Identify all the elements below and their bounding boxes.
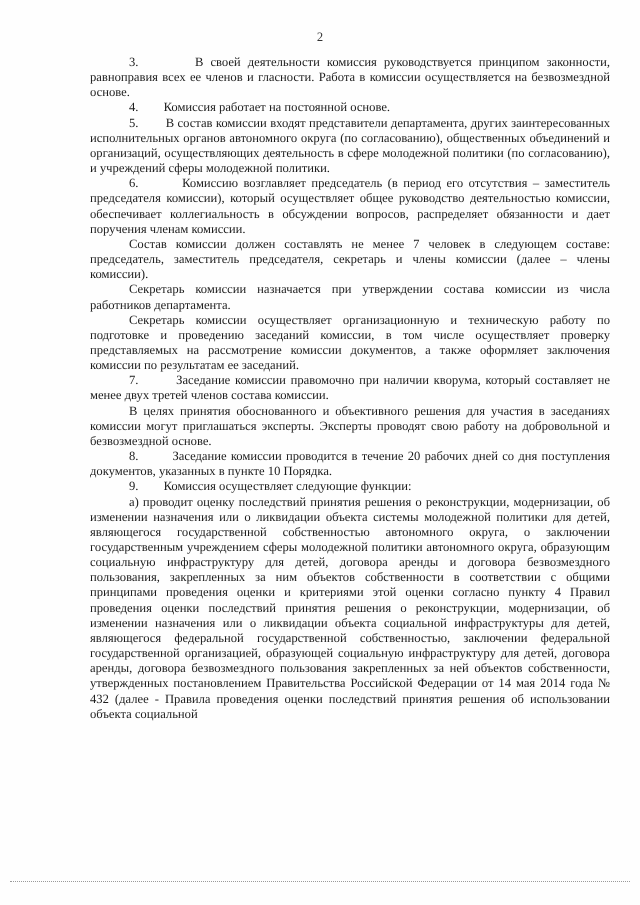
document-body	[90, 55, 610, 722]
page-number: 2	[316, 30, 324, 44]
paragraph-experts: В целях принятия обоснованного и объективного решения для участия в заседаниях комиссии могут приглашаться эксперты. Эксперты проводят свою работу на добровольной и безвозмездной основе.	[90, 403, 610, 448]
paragraph-item-4: 4. Комиссия работает на постоянной основе.	[129, 100, 391, 115]
paragraph-item-5: 5. В состав комиссии входят представители департамента, других заинтересованных исполнительных органов автономного округа (по согласованию), общественных объединений и организаций, осуществляющих деятельность в сфере молодежной политики (по согласованию), и учреждений сферы молодежной политики.	[90, 115, 610, 176]
paragraph-item-6: 6. Комиссию возглавляет председатель (в период его отсутствия – заместитель председателя комиссии), который осуществляет общее руководство деятельностью комиссии, обеспечивает коллегиальность в обсуждении вопросов, распределяет обязанности и дает поручения членам комиссии.	[90, 176, 610, 236]
paragraph-item-9a: а) проводит оценку последствий принятия решения о реконструкции, модернизации, об изменении назначения или о ликвидации объекта системы молодежной политики для детей, являющегося государственной собственностью автономного округа, о заключении государственным учреждением сферы молодежной политики автономного округа, образующим социальную инфраструктуру для детей, договора аренды и договора безвозмездного пользования, закрепленных за ним объектов собственности в соответствии с общими принципами проведения оценки и критериями этой оценки согласно пункту 4 Правил проведения оценки последствий принятия решения о реконструкции, модернизации, об изменении назначения или о ликвидации объекта социальной инфраструктуры для детей, являющегося федеральной государственной собственностью, заключении федеральной государственной организацией, образующей социальную инфраструктуру для детей, договора аренды, договора безвозмездного пользования закрепленных за ней объектов собственности, утвержденных постановлением Правительства Российской Федерации от 14 мая 2014 года № 432 (далее - Правила проведения оценки последствий принятия решения об использовании объекта социальной	[90, 494, 610, 721]
paragraph-secretary-appointment: Секретарь комиссии назначается при утверждении состава комиссии из числа работников департамента.	[90, 282, 610, 312]
paragraph-secretary-duties: Секретарь комиссии осуществляет организационную и техническую работу по подготовке и проведению заседаний комиссии, в том числе осуществляет проверку представляемых на рассмотрение комиссии документов, а также оформляет заключения комиссии по результатам ее заседаний.	[90, 312, 610, 373]
paragraph-item-9: 9. Комиссия осуществляет следующие функции:	[129, 479, 412, 494]
scan-bottom-edge	[10, 881, 630, 882]
paragraph-commission-size: Состав комиссии должен составлять не менее 7 человек в следующем составе: председатель, заместитель председателя, секретарь и члены комиссии (далее – члены комиссии).	[90, 236, 610, 282]
paragraph-item-8: 8. Заседание комиссии проводится в течение 20 рабочих дней со дня поступления документов, указанных в пункте 10 Порядка.	[90, 449, 610, 479]
paragraph-item-7: 7. Заседание комиссии правомочно при наличии кворума, который составляет не менее двух третей членов состава комиссии.	[90, 373, 610, 403]
paragraph-item-3: 3. В своей деятельности комиссия руководствуется принципом законности, равноправия всех ее членов и гласности. Работа в комиссии осуществляется на безвозмездной основе.	[90, 55, 610, 100]
